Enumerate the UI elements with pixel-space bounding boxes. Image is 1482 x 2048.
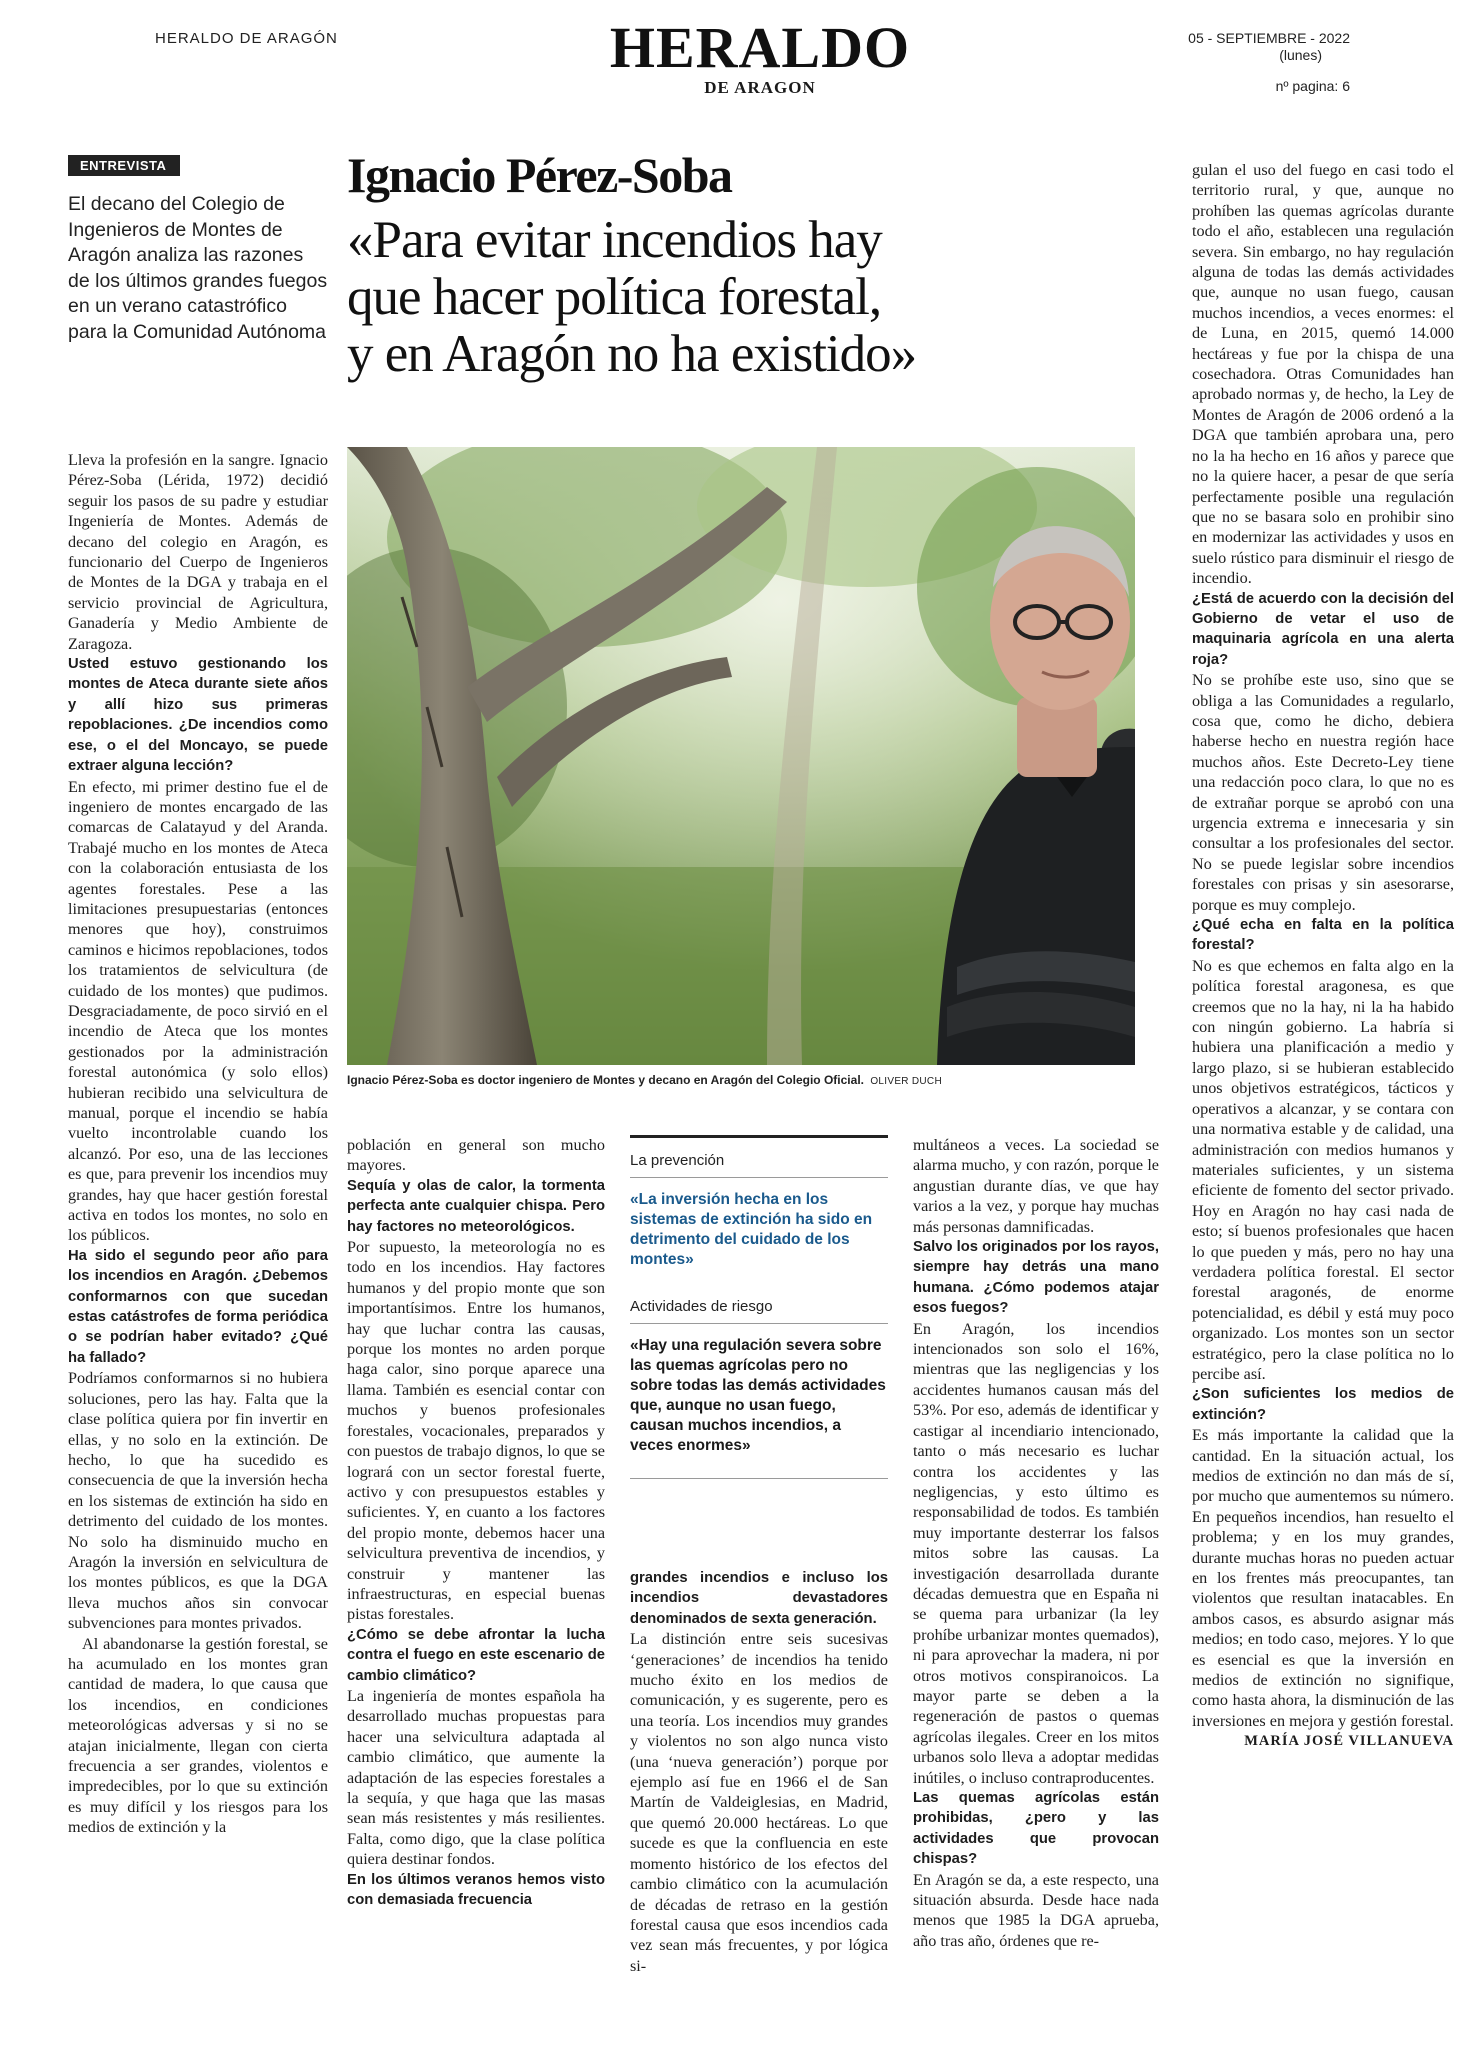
- interview-question: grandes incendios e incluso los incendios devastadores denominados de sexta generación.: [630, 1570, 888, 1627]
- pull-quote: «La inversión hecha en los sistemas de extinción ha sido en detrimento del cuidado de los montes»: [630, 1191, 873, 1268]
- photo-caption: [347, 1073, 1135, 1087]
- interview-question: Las quemas agrícolas están prohibidas, ¿pero y las actividades que provocan chispas?: [913, 1790, 1159, 1868]
- headline-line: y en Aragón no ha existido»: [347, 325, 917, 383]
- portrait-illustration: [347, 447, 1135, 1065]
- article-column-3: [630, 1568, 888, 1976]
- interview-question: Salvo los originados por los rayos, siempre hay detrás una mano humana. ¿Cómo podemos atajar esos fuegos?: [913, 1239, 1159, 1317]
- article-column-1: [68, 450, 328, 1838]
- interview-question: ¿Cómo se debe afrontar la lucha contra el fuego en este escenario de cambio climático?: [347, 1626, 605, 1684]
- paragraph: Es más importante la calidad que la cantidad. En la situación actual, los medios de extinción no dan más de sí, por mucho que aumentemos su número. En pequeños incendios, han resuelto el problema; y en los muy grandes, durante muchas horas no pueden actuar en los frentes más preocupantes, tan violentos que resultan inatacables. En ambos casos, es absurdo asignar más medios; en todo caso, mejores. Y lo que es esencial es que la inversión en medios de extinción no signifique, como hasta ahora, la disminución de las inversiones en mejora y gestión forestal.: [1192, 1426, 1454, 1730]
- article-column-5: [1192, 160, 1454, 1752]
- masthead-title: HERALDO: [609, 15, 911, 80]
- interview-question: ¿Son suficientes los medios de extinción?: [1192, 1386, 1454, 1423]
- sidebar-heading: La prevención: [630, 1135, 888, 1177]
- section-tag: ENTREVISTA: [68, 155, 180, 176]
- interview-question: ¿Está de acuerdo con la decisión del Gobierno de vetar el uso de maquinaria agrícola en una alerta roja?: [1192, 590, 1454, 668]
- pull-quote-sidebar: [630, 1135, 888, 1479]
- paragraph: Lleva la profesión en la sangre. Ignacio Pérez-Soba (Lérida, 1972) decidió seguir los pasos de su padre y estudiar Ingeniería de Montes. Además de decano del colegio en Aragón, es funcionario del Cuerpo de Ingenieros de Montes de la DGA y trabaja en el servicio provincial de Agricultura, Ganadería y Medio Ambiente de Zaragoza.: [68, 451, 328, 653]
- author-byline: MARÍA JOSÉ VILLANUEVA: [1244, 1733, 1454, 1750]
- paragraph: multáneos a veces. La sociedad se alarma mucho, y con razón, porque le angustian durante días, ve que hay varios a la vez, y porque hay muchas más personas damnificadas.: [913, 1136, 1159, 1236]
- masthead-subtitle: DE ARAGON: [704, 78, 816, 97]
- headline-line: «Para evitar incendios hay: [347, 211, 882, 269]
- paragraph: gulan el uso del fuego en casi todo el territorio rural, y que, aunque no prohíben las quemas agrícolas durante todo el año, establecen una regulación severa. Sin embargo, no hay regulación alguna de todas las demás actividades que, aunque no usan fuego, causan muchos incendios, a veces enormes: el de Luna, en 2015, quemó 14.000 hectáreas y fue por la chispa de una cosechadora. Otras Comunidades han aprobado normas y, de hecho, la Ley de Montes de Aragón de 2006 ordenó a la DGA que también aprobara una, pero no la ha hecho en 16 años y parece que no la quiere hacer, a pesar de que sería perfectamente posible una regulación que no se basara solo en prohibir sino en modernizar las actividades y usos en suelo rústico para disminuir el riesgo de incendio.: [1192, 161, 1454, 588]
- paragraph: En Aragón, los incendios intencionados son solo el 16%, mientras que las negligencias y los accidentes humanos causan más del 53%. Por eso, además de identificar y castigar al incendiario intencionado, tanto o más necesario es luchar contra los accidentes y las negligencias, y esto último es responsabilidad de todos. Es también muy importante desterrar los falsos mitos sobre las causas. La investigación desarrollada durante décadas demuestra que en España ni se quema para urbanizar (la ley prohíbe urbanizar montes quemados), ni para aprovechar la madera, ni por otros motivos conspiranoicos. La mayor parte se deben a la regeneración de pastos o quemas agrícolas ilegales. Creer en los mitos urbanos solo lleva a adoptar medidas inútiles, o incluso contraproducentes.: [913, 1319, 1159, 1787]
- photo-credit: OLIVER DUCH: [870, 1076, 942, 1087]
- paragraph: No se prohíbe este uso, sino que se obliga a las Comunidades a regularlo, cosa que, como he dicho, debiera haberse hecho en nuestra región hace muchos años. Este Decreto-Ley tiene una redacción poco clara, lo que no es de extrañar porque se aprobó con una urgencia extrema e innecesaria y sin consultar a los profesionales del sector. No se puede legislar sobre incendios forestales con prisas y sin asesorarse, porque es muy complejo.: [1192, 671, 1454, 914]
- paragraph: Podríamos conformarnos si no hubiera soluciones, pero las hay. Falta que la clase política quiera por fin invertir en ellas, y no solo en la extinción. De hecho, lo que ha sucedido es consecuencia de que la inversión hecha en los sistemas de extinción ha sido en detrimento del cuidado de los montes. No solo ha disminuido mucho en Aragón la inversión en selvicultura de los montes públicos, es que la DGA lleva muchos años sin convocar subvenciones para montes privados.: [68, 1369, 328, 1633]
- paragraph: Por supuesto, la meteorología no es todo en los incendios. Hay factores humanos y del propio monte que son importantísimos. Entre los humanos, hay que luchar contra las causas, porque los montes no arden porque haga calor, sino porque aparece una llama. También es esencial contar con muchos y buenos profesionales forestales, vocacionales, preparados y con puestos de trabajo dignos, lo que se logrará con un sector forestal fuerte, activo y con presupuestos estables y suficientes. Y, en cuanto a los factores del propio monte, debemos hacer una selvicultura preventiva de incendios, y construir y mantener las infraestructuras, en especial buenas pistas forestales.: [347, 1238, 605, 1624]
- sidebar-divider: [630, 1478, 888, 1479]
- paragraph: población en general son mucho mayores.: [347, 1136, 605, 1175]
- paragraph: En efecto, mi primer destino fue el de ingeniero de montes encargado de las comarcas de Calatayud y del Aranda. Trabajé mucho en los montes de Ateca con la colaboración entusiasta de los agentes forestales. Pese a las limitaciones presupuestarias (entonces menores que hoy), construimos caminos e hicimos repoblaciones, todos los tratamientos de selvicultura (de cuidado de los montes) que pudimos. Desgraciadamente, de poco sirvió en el incendio de Ateca que los montes gestionados por la administración forestal autonómica (y solo ellos) hubieran recibido una selvicultura de manual, porque el incendio se había vuelto incontrolable cuando los alcanzó. Por eso, una de las lecciones es que, para prevenir los incendios muy grandes, hay que hacer gestión forestal activa en todos los montes, no solo en los públicos.: [68, 777, 328, 1245]
- article-photo: [347, 447, 1135, 1065]
- interview-question: Sequía y olas de calor, la tormenta perfecta ante cualquier chispa. Pero hay factores no meteorológicos.: [347, 1177, 605, 1235]
- paragraph: En Aragón se da, a este respecto, una situación absurda. Desde hace nada menos que 1985 la DGA aprueba, año tras año, órdenes que re-: [913, 1870, 1159, 1950]
- page-number: nº pagina: 6: [1275, 78, 1350, 94]
- interview-question: ¿Qué echa en falta en la política forestal?: [1192, 917, 1454, 954]
- sidebar-heading: Actividades de riesgo: [630, 1298, 773, 1315]
- article-headline: [347, 212, 1127, 383]
- issue-weekday: (lunes): [1279, 47, 1322, 63]
- article-dek: El decano del Colegio de Ingenieros de Montes de Aragón analiza las razones de los últimos grandes fuegos en un verano catastrófico para la Comunidad Autónoma: [68, 193, 328, 343]
- article-column-4: [913, 1135, 1159, 1951]
- paragraph: La ingeniería de montes española ha desarrollado muchas propuestas para hacer una selvicultura adaptada al cambio climático, que aumente la adaptación de las especies forestales a la sequía, y que haga que las masas sean más resistentes y más resilientes. Falta, como digo, que la clase política quiera destinar fondos.: [347, 1686, 605, 1869]
- caption-text: Ignacio Pérez-Soba es doctor ingeniero de Montes y decano en Aragón del Colegio Oficial.: [347, 1073, 864, 1087]
- interview-question: En los últimos veranos hemos visto con demasiada frecuencia: [347, 1871, 605, 1909]
- headline-line: que hacer política forestal,: [347, 268, 882, 326]
- interview-question: Usted estuvo gestionando los montes de Ateca durante siete años y allí hizo sus primeras repoblaciones. ¿De incendios como ese, o el del Moncayo, se puede extraer alguna lección?: [68, 656, 328, 775]
- article-column-2: [347, 1135, 605, 1910]
- masthead-logo: [560, 15, 960, 98]
- pull-quote: «Hay una regulación severa sobre las quemas agrícolas pero no sobre todas las demás actividades que, aunque no usan fuego, causan muchos incendios, a veces enormes»: [630, 1337, 886, 1454]
- interviewee-name: Ignacio Pérez-Soba: [347, 147, 732, 203]
- issue-info: [1188, 30, 1350, 95]
- paragraph: No es que echemos en falta algo en la política forestal aragonesa, es que creemos que no la hay, ni la ha habido con ningún gobierno. La habría si hubiera una planificación a medio y largo plazo, si se hubieran establecido unos objetivos estratégicos, tácticos y operativos a alcanzar, y se contara con una normativa estable y de calidad, una administración con medios humanos y materiales suficientes, y un sistema eficiente de fomento del sector privado. Hoy en Aragón no hay casi nada de esto; sí buenos profesionales que hacen lo que pueden y más, pero no hay una verdadera política forestal. El sector forestal aragonés, de enorme potencialidad, es débil y está muy poco organizado. Los montes son un sector estratégico, pero la clase política no lo percibe así.: [1192, 956, 1454, 1383]
- paragraph: La distinción entre seis sucesivas ‘generaciones’ de incendios ha tenido mucho éxito en los medios de comunicación, y es sugerente, pero es una teoría. Los incendios muy grandes y violentos no son algo nunca visto (una ‘nueva generación’) porque por ejemplo así fue en 1966 el de San Martín de Valdeiglesias, en Madrid, que quemó 20.000 hectáreas. Lo que sucede es que la confluencia en este momento histórico de los efectos del cambio climático con la acumulación de décadas de retraso en la gestión forestal causa que esos incendios cada vez sean más frecuentes, y por lógica si-: [630, 1630, 888, 1975]
- interview-question: Ha sido el segundo peor año para los incendios en Aragón. ¿Debemos conformarnos con que sucedan estas catástrofes de forma periódica o se podrían haber evitado? ¿Qué ha fallado?: [68, 1247, 328, 1366]
- publication-name: HERALDO DE ARAGÓN: [155, 30, 338, 47]
- paragraph: Al abandonarse la gestión forestal, se ha acumulado en los montes gran cantidad de madera, lo que causa que los incendios, en condiciones meteorológicas adversas y si no se atajan inicialmente, llegan con cierta frecuencia a ser grandes, violentos e impredecibles, por lo que su extinción es muy difícil y los riesgos para los medios de extinción y la: [68, 1634, 328, 1837]
- issue-date: 05 - SEPTIEMBRE - 2022: [1188, 30, 1350, 46]
